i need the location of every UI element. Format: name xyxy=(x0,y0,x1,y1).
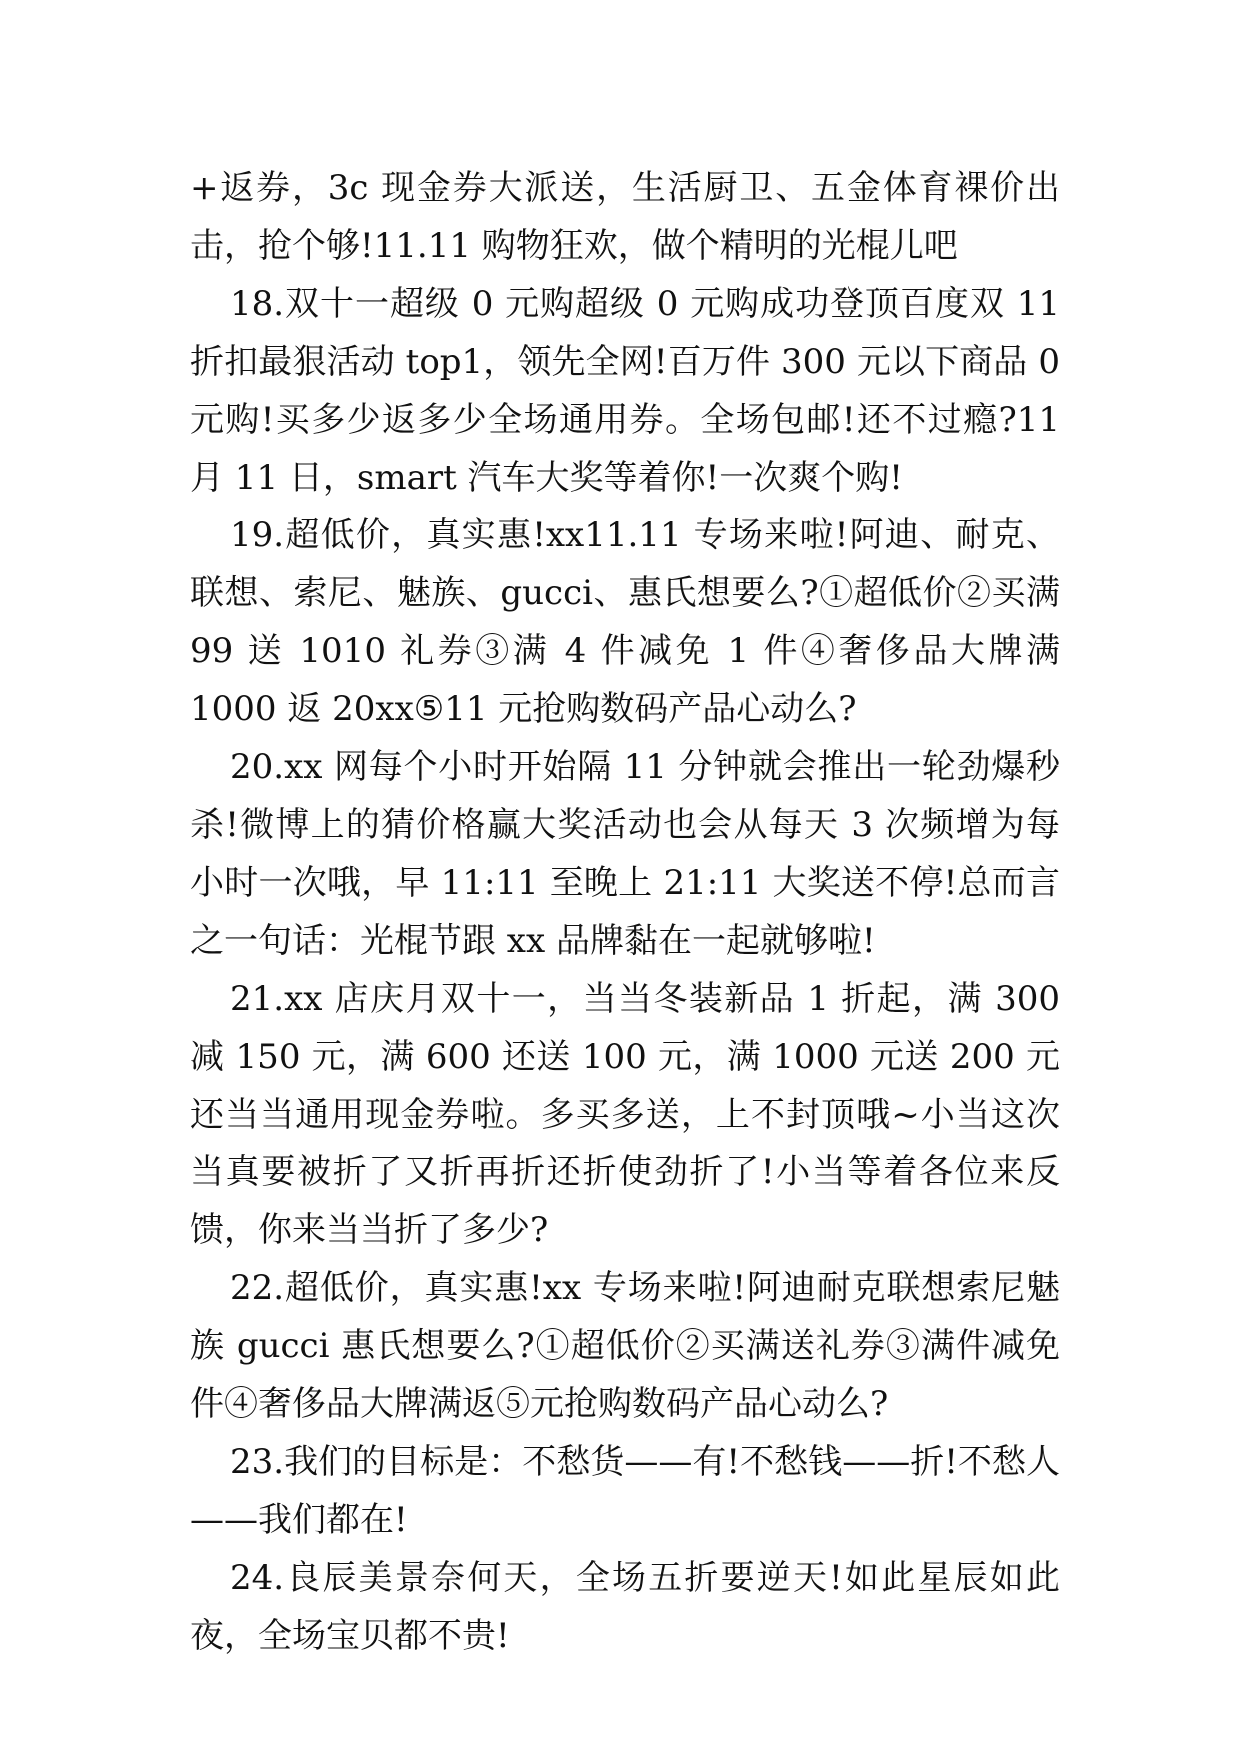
paragraph-item-18: 18.双十一超级 0 元购超级 0 元购成功登顶百度双 11 折扣最狠活动 top1，领先全网!百万件 300 元以下商品 0 元购!买多少返多少全场通用券。全场包邮!还不过瘾?11 月 11 日，smart 汽车大奖等着你!一次爽个购! xyxy=(190,283,1060,498)
document-body xyxy=(190,160,1060,1666)
paragraph-item-22: 22.超低价，真实惠!xx 专场来啦!阿迪耐克联想索尼魅族 gucci 惠氏想要么?①超低价②买满送礼券③满件减免件④奢侈品大牌满返⑤元抢购数码产品心动么? xyxy=(190,1268,1060,1425)
paragraph-item-24: 24.良辰美景奈何天，全场五折要逆天!如此星辰如此夜，全场宝贝都不贵! xyxy=(190,1557,1060,1656)
paragraph-item-20: 20.xx 网每个小时开始隔 11 分钟就会推出一轮劲爆秒杀!微博上的猜价格赢大奖活动也会从每天 3 次频增为每小时一次哦，早 11:11 至晚上 21:11 大奖送不停!总而言之一句话：光棍节跟 xx 品牌黏在一起就够啦! xyxy=(190,747,1060,961)
paragraph-continued: +返券，3c 现金券大派送，生活厨卫、五金体育裸价出击，抢个够!11.11 购物狂欢，做个精明的光棍儿吧 xyxy=(190,168,1060,266)
paragraph-item-21: 21.xx 店庆月双十一，当当冬装新品 1 折起，满 300 减 150 元，满 600 还送 100 元，满 1000 元送 200 元还当当通用现金券啦。多买多送，上不封顶哦~小当这次当真要被折了又折再折还折使劲折了!小当等着各位来反馈，你来当当折了多少? xyxy=(190,978,1060,1251)
paragraph-item-19: 19.超低价，真实惠!xx11.11 专场来啦!阿迪、耐克、联想、索尼、魅族、gucci、惠氏想要么?①超低价②买满 99 送 1010 礼券③满 4 件减免 1 件④奢侈品大牌满 1000 返 20xx⑤11 元抢购数码产品心动么? xyxy=(190,515,1060,730)
paragraph-item-23: 23.我们的目标是：不愁货——有!不愁钱——折!不愁人——我们都在! xyxy=(190,1441,1060,1540)
